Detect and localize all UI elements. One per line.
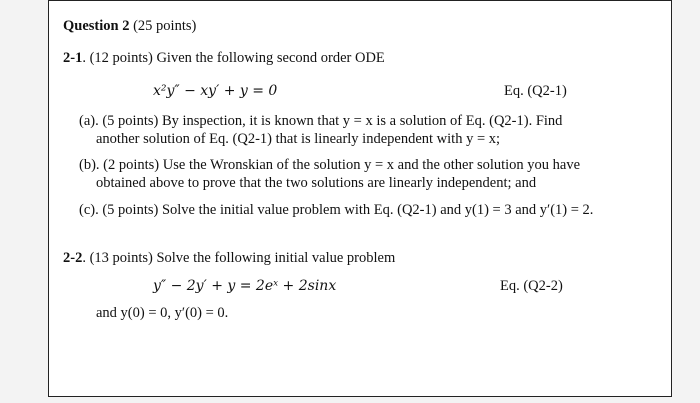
equation-label-q2-1: Eq. (Q2-1) bbox=[504, 83, 567, 99]
part-b-line-1: (b). (2 points) Use the Wronskian of the solution y = x and the other solution you have bbox=[79, 157, 581, 173]
part-2-1-number: 2-1 bbox=[63, 50, 83, 66]
question-sheet bbox=[48, 0, 672, 397]
part-2-1-intro bbox=[63, 49, 385, 67]
initial-conditions: and y(0) = 0, y′(0) = 0. bbox=[96, 305, 229, 321]
part-a-line-2: another solution of Eq. (Q2-1) that is linearly independent with y = x; bbox=[96, 131, 501, 147]
equation-q2-2: y″ − 2y′ + y = 2eˣ + 2sinx bbox=[153, 278, 337, 294]
equation-q2-1: x²y″ − xy′ + y = 0 bbox=[153, 83, 278, 99]
part-2-1-intro-text: . (12 points) Given the following second order ODE bbox=[82, 50, 385, 66]
part-2-2-intro bbox=[63, 249, 395, 267]
part-2-2-number: 2-2 bbox=[63, 250, 83, 266]
question-number: Question 2 bbox=[63, 18, 130, 34]
question-points: (25 points) bbox=[133, 18, 197, 34]
part-b-line-2: obtained above to prove that the two solutions are linearly independent; and bbox=[96, 175, 537, 191]
part-a-line-1: (a). (5 points) By inspection, it is known that y = x is a solution of Eq. (Q2-1). Find bbox=[79, 113, 563, 129]
part-c-line-1: (c). (5 points) Solve the initial value problem with Eq. (Q2-1) and y(1) = 3 and y′(1) = 2. bbox=[79, 202, 594, 218]
question-title bbox=[63, 17, 196, 35]
part-2-2-intro-text: . (13 points) Solve the following initial value problem bbox=[82, 250, 396, 266]
equation-label-q2-2: Eq. (Q2-2) bbox=[500, 278, 563, 294]
